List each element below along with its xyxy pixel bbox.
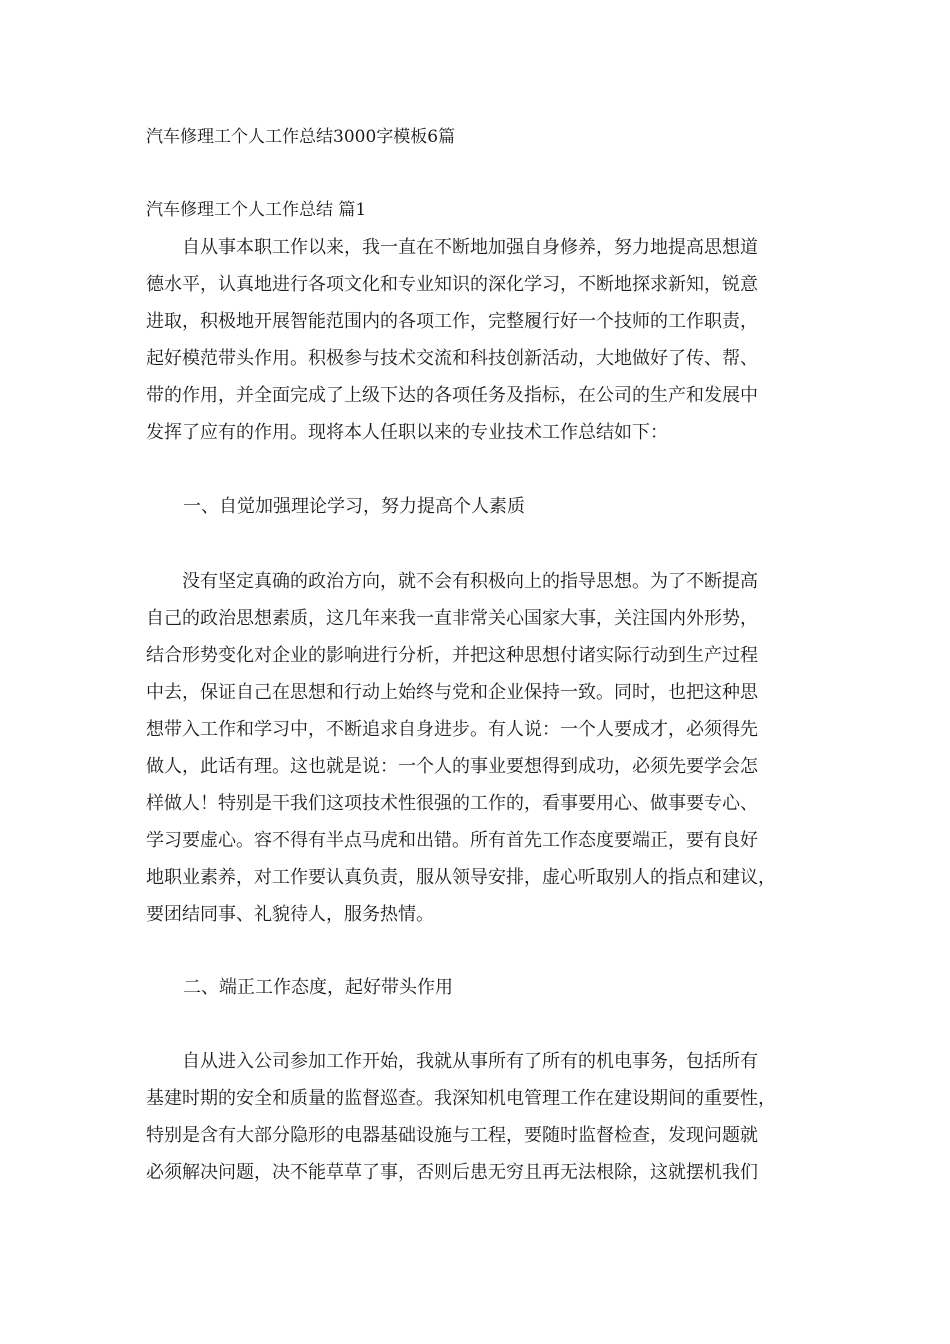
paragraph-line: 样做人！特别是干我们这项技术性很强的工作的，看事要用心、做事要专心、 [146, 793, 758, 814]
paragraph-line: 自从进入公司参加工作开始，我就从事所有了所有的机电事务，包括所有 [146, 1051, 758, 1072]
section-title: 汽车修理工个人工作总结 篇1 [146, 200, 367, 220]
paragraph-line: 发挥了应有的作用。现将本人任职以来的专业技术工作总结如下： [146, 422, 668, 443]
paragraph-line: 特别是含有大部分隐形的电器基础设施与工程，要随时监督检查，发现问题就 [146, 1125, 758, 1146]
paragraph-line: 学习要虚心。容不得有半点马虎和出错。所有首先工作态度要端正，要有良好 [146, 830, 758, 851]
paragraph-section-two [146, 1043, 816, 1191]
heading-section-two: 二、端正工作态度，起好带头作用 [183, 977, 453, 998]
paragraph-line: 德水平，认真地进行各项文化和专业知识的深化学习，不断地探求新知，锐意 [146, 274, 758, 295]
paragraph-line: 要团结同事、礼貌待人，服务热情。 [146, 904, 434, 925]
paragraph-line: 基建时期的安全和质量的监督巡查。我深知机电管理工作在建设期间的重要性， [146, 1088, 776, 1109]
paragraph-line: 做人，此话有理。这也就是说：一个人的事业要想得到成功，必须先要学会怎 [146, 756, 758, 777]
paragraph-line: 进取，积极地开展智能范围内的各项工作，完整履行好一个技师的工作职责， [146, 311, 758, 332]
paragraph-line: 地职业素养，对工作要认真负责，服从领导安排，虚心听取别人的指点和建议， [146, 867, 776, 888]
paragraph-line: 带的作用，并全面完成了上级下达的各项任务及指标，在公司的生产和发展中 [146, 385, 758, 406]
paragraph-line: 必须解决问题，决不能草草了事，否则后患无穷且再无法根除，这就摆机我们 [146, 1162, 758, 1183]
paragraph-line: 中去，保证自己在思想和行动上始终与党和企业保持一致。同时，也把这种思 [146, 682, 758, 703]
heading-section-one: 一、自觉加强理论学习，努力提高个人素质 [183, 496, 525, 517]
paragraph-line: 起好模范带头作用。积极参与技术交流和科技创新活动，大地做好了传、帮、 [146, 348, 758, 369]
paragraph-line: 结合形势变化对企业的影响进行分析，并把这种思想付诸实际行动到生产过程 [146, 645, 758, 666]
paragraph-line: 自从事本职工作以来，我一直在不断地加强自身修养，努力地提高思想道 [146, 237, 758, 258]
document-title: 汽车修理工个人工作总结3000字模板6篇 [146, 127, 456, 147]
paragraph-intro [146, 229, 816, 451]
paragraph-line: 没有坚定真确的政治方向，就不会有积极向上的指导思想。为了不断提高 [146, 571, 758, 592]
paragraph-line: 自己的政治思想素质，这几年来我一直非常关心国家大事，关注国内外形势， [146, 608, 758, 629]
paragraph-line: 想带入工作和学习中，不断追求自身进步。有人说：一个人要成才，必须得先 [146, 719, 758, 740]
paragraph-section-one [146, 563, 816, 933]
